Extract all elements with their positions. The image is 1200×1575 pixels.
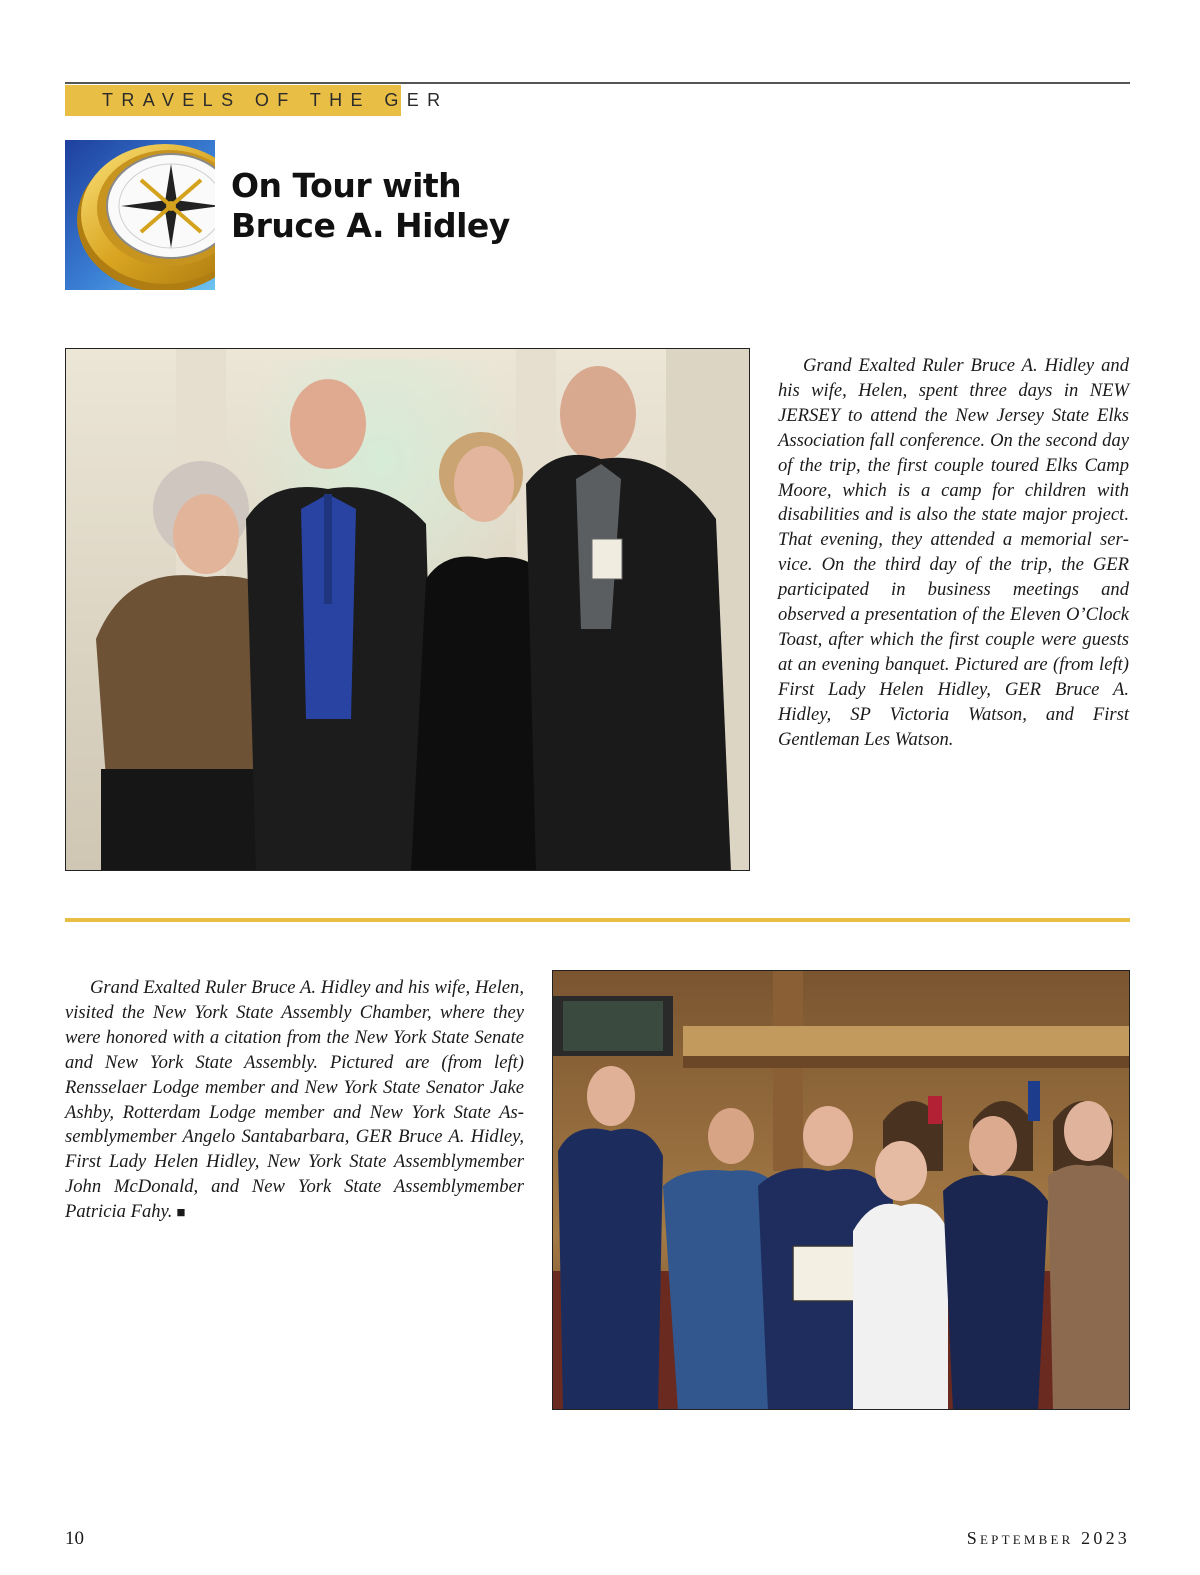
page-title xyxy=(231,166,510,246)
new-york-caption xyxy=(65,976,524,1226)
issue-date: September 2023 xyxy=(966,1528,1130,1548)
section-divider xyxy=(65,918,1130,922)
new-jersey-group-photo xyxy=(65,348,750,871)
new-york-caption-text: Grand Exalted Ruler Bruce A. Hidley and his wife, Helen, visited the New York State Assembly Chamber, where they were honored with a citation from the New York State Senate and New York State Assembly. Pictured are (from left) Rensselaer Lodge member and New York State Senator Jake Ashby, Rotterdam Lodge member and New York State Assemblymember Angelo Santabarbara, GER Bruce A. Hidley, First Lady Helen Hidley, New York State Assemblymember John McDonald, and New York State Assemblymember Patricia Fahy. xyxy=(65,977,524,1223)
section-banner: TRAVELS OF THE GER xyxy=(65,85,401,116)
top-rule xyxy=(65,82,1130,84)
end-mark-icon: ■ xyxy=(176,1205,186,1222)
compass-icon xyxy=(65,140,215,290)
page-number: 10 xyxy=(65,1528,84,1549)
new-jersey-caption: Grand Exalted Ruler Bruce A. Hidley and his wife, Helen, spent three days in NEW JERSEY to attend the New Jersey State Elks Association fall conference. On the second day of the trip, the first couple toured Elks Camp Moore, which is a camp for children with disabilities and is also the state major project. That evening, they attended a memorial service. On the third day of the trip, the GER participated in business meetings and observed a presentation of the Eleven O’Clock Toast, after which the first couple were guests at an evening banquet. Pictured are (from left) First Lady Helen Hidley, GER Bruce A. Hidley, SP Victoria Watson, and First Gentleman Les Watson. xyxy=(778,355,1129,750)
title-line-1: On Tour with xyxy=(231,166,462,205)
new-york-assembly-photo xyxy=(552,970,1130,1410)
title-line-2: Bruce A. Hidley xyxy=(231,206,510,245)
